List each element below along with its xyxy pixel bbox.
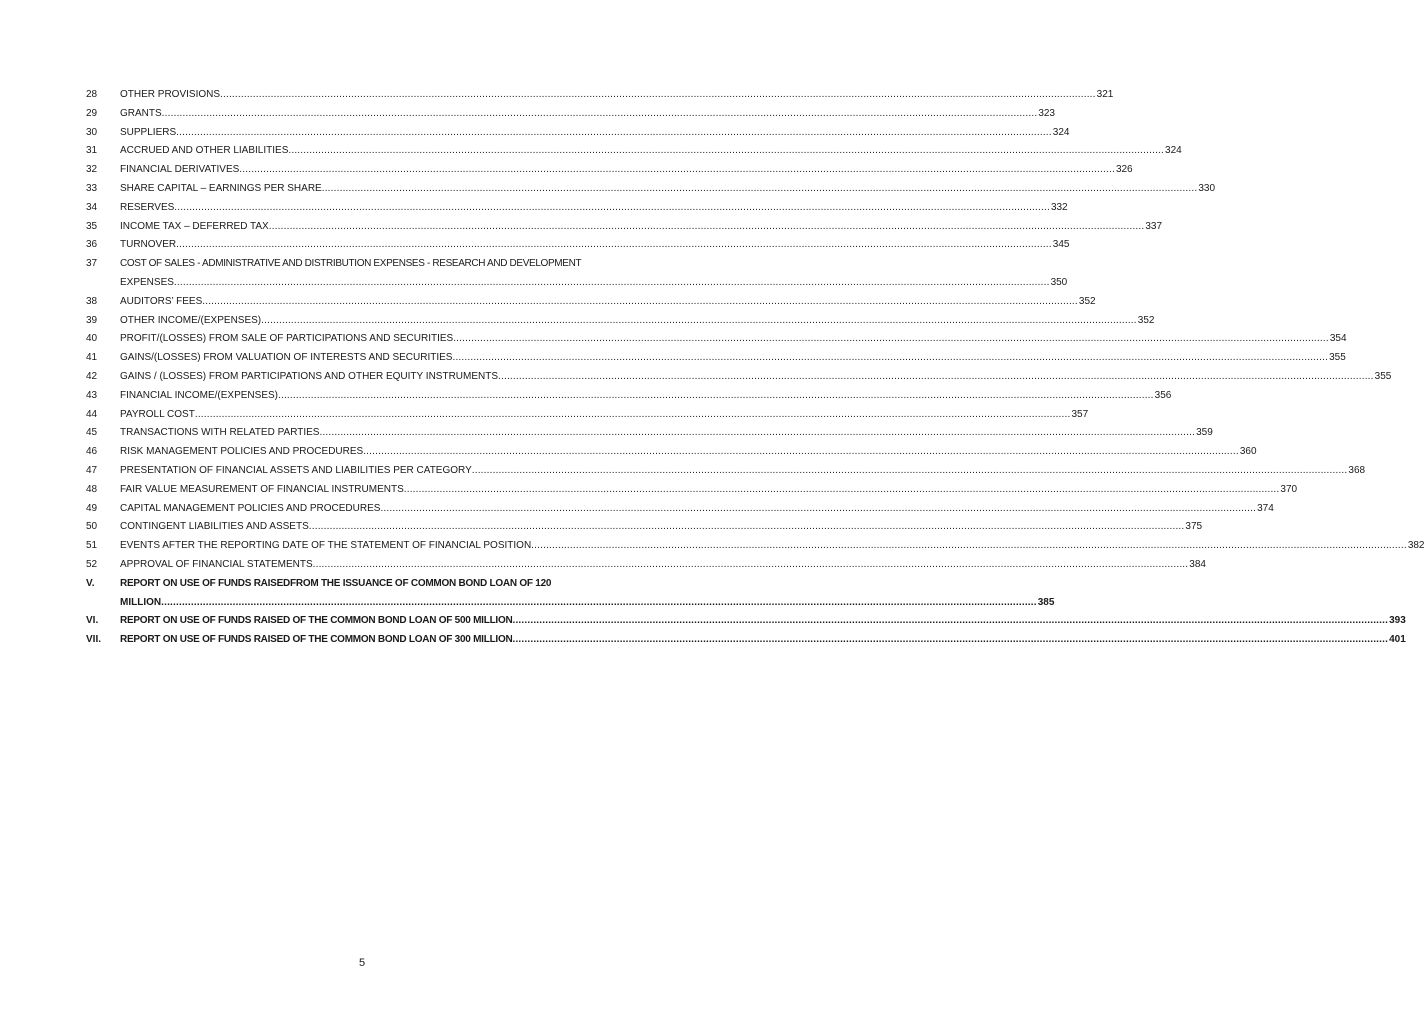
toc-number: 41 <box>86 352 98 364</box>
dot-leader <box>176 236 1052 255</box>
toc-entry-37[interactable] <box>86 255 1068 293</box>
toc-page: 355 <box>1329 352 1346 364</box>
toc-entry-28[interactable] <box>86 86 1114 105</box>
toc-page: 324 <box>1165 145 1182 157</box>
dot-leader <box>174 274 1050 293</box>
toc-title: SUPPLIERS <box>120 126 177 138</box>
dot-leader <box>453 330 1329 349</box>
toc-title: FINANCIAL INCOME/(EXPENSES) <box>120 389 278 401</box>
toc-number: 36 <box>86 239 98 251</box>
toc-page: 350 <box>1050 276 1068 288</box>
toc-page: 332 <box>1050 201 1068 213</box>
dot-leader <box>322 180 1198 199</box>
toc-title-line2: MILLION <box>120 596 162 608</box>
toc-title: SHARE CAPITAL – EARNINGS PER SHARE <box>120 182 322 194</box>
dot-leader <box>319 424 1195 443</box>
toc-entry-44[interactable] <box>86 406 1089 425</box>
dot-leader <box>309 518 1185 537</box>
toc-title: EVENTS AFTER THE REPORTING DATE OF THE STATEMENT OF FINANCIAL POSITION <box>120 540 532 552</box>
toc-page: 360 <box>1239 446 1257 458</box>
toc-entry-40[interactable] <box>86 330 1347 349</box>
toc-entry-32[interactable] <box>86 161 1133 180</box>
toc-number: 48 <box>86 483 98 495</box>
toc-number: 39 <box>86 314 98 326</box>
toc-page: 345 <box>1052 239 1070 251</box>
toc-entry-29[interactable] <box>86 105 1055 124</box>
toc-title: FINANCIAL DERIVATIVES <box>120 164 240 176</box>
toc-page: 382 <box>1407 540 1425 552</box>
dot-leader <box>162 105 1038 124</box>
toc-entry-45[interactable] <box>86 424 1213 443</box>
toc-page: 354 <box>1329 333 1347 345</box>
toc-title: GAINS / (LOSSES) FROM PARTICIPATIONS AND OTHER EQUITY INSTRUMENTS <box>120 370 499 382</box>
toc-page: 355 <box>1374 370 1392 382</box>
dot-leader <box>404 481 1280 500</box>
toc-number: 31 <box>86 145 98 157</box>
toc-title: RISK MANAGEMENT POLICIES AND PROCEDURES <box>120 446 364 458</box>
toc-title: OTHER PROVISIONS <box>120 89 221 100</box>
toc-title: REPORT ON USE OF FUNDS RAISED OF THE COMMON BOND LOAN OF 500 MILLION <box>120 615 513 627</box>
toc-number: VI. <box>86 615 99 627</box>
toc-entry-38[interactable] <box>86 293 1096 312</box>
toc-number: 30 <box>86 126 98 138</box>
dot-leader <box>195 406 1071 425</box>
dot-leader <box>363 443 1239 462</box>
toc-entry-35[interactable] <box>86 218 1163 237</box>
table-of-contents <box>86 86 1425 650</box>
toc-number: 44 <box>86 408 98 420</box>
toc-page: 401 <box>1389 634 1406 646</box>
toc-number: 37 <box>86 258 98 270</box>
toc-page: 384 <box>1189 558 1206 570</box>
toc-page: 374 <box>1257 502 1274 514</box>
toc-title: PROFIT/(LOSSES) FROM SALE OF PARTICIPATIONS AND SECURITIES <box>120 333 454 345</box>
dot-leader <box>512 612 1388 631</box>
toc-title: GAINS/(LOSSES) FROM VALUATION OF INTERESTS AND SECURITIES <box>120 352 453 364</box>
toc-title: APPROVAL OF FINANCIAL STATEMENTS <box>120 558 313 570</box>
toc-number: 47 <box>86 464 98 476</box>
toc-number: 38 <box>86 295 98 307</box>
dot-leader <box>313 556 1189 575</box>
dot-leader <box>531 537 1407 556</box>
toc-number: VII. <box>86 634 102 646</box>
toc-number: 40 <box>86 333 98 345</box>
toc-title-line2: EXPENSES <box>120 276 174 288</box>
toc-entry-43[interactable] <box>86 387 1172 406</box>
dot-leader <box>269 218 1145 237</box>
dot-leader <box>220 86 1096 105</box>
toc-entry-VI[interactable] <box>86 612 1406 631</box>
toc-entry-52[interactable] <box>86 556 1206 575</box>
toc-title <box>120 255 646 274</box>
toc-page: 385 <box>1037 596 1055 608</box>
toc-number: 46 <box>86 446 98 458</box>
toc-number: V. <box>86 577 95 589</box>
dot-leader <box>452 349 1328 368</box>
toc-number: 35 <box>86 220 98 232</box>
toc-page: 352 <box>1137 314 1155 326</box>
toc-number: 42 <box>86 370 98 382</box>
dot-leader <box>202 293 1078 312</box>
toc-title: CAPITAL MANAGEMENT POLICIES AND PROCEDURES <box>120 502 381 514</box>
toc-number: 34 <box>86 201 98 213</box>
toc-entry-48[interactable] <box>86 481 1298 500</box>
toc-entry-V[interactable] <box>86 575 1055 613</box>
dot-leader <box>498 368 1374 387</box>
toc-number: 32 <box>86 164 98 176</box>
toc-title: OTHER INCOME/(EXPENSES) <box>120 314 262 326</box>
toc-page: 356 <box>1154 389 1172 401</box>
toc-number: 52 <box>86 558 98 570</box>
toc-entry-49[interactable] <box>86 500 1274 519</box>
toc-page: 370 <box>1280 483 1298 495</box>
toc-page: 359 <box>1196 427 1213 439</box>
toc-number: 49 <box>86 502 98 514</box>
toc-entry-34[interactable] <box>86 199 1068 218</box>
toc-entry-VII[interactable] <box>86 631 1406 650</box>
toc-number: 29 <box>86 107 98 119</box>
toc-entry-30[interactable] <box>86 124 1070 143</box>
toc-title: GRANTS <box>120 107 162 119</box>
dot-leader <box>278 387 1154 406</box>
toc-entry-50[interactable] <box>86 518 1203 537</box>
toc-title: REPORT ON USE OF FUNDS RAISED OF THE COMMON BOND LOAN OF 300 MILLION <box>120 634 513 646</box>
toc-entry-31[interactable] <box>86 142 1182 161</box>
toc-entry-46[interactable] <box>86 443 1257 462</box>
dot-leader <box>472 462 1348 481</box>
toc-number: 28 <box>86 89 98 100</box>
toc-number: 50 <box>86 521 98 533</box>
toc-title: TRANSACTIONS WITH RELATED PARTIES <box>120 427 320 439</box>
toc-page: 326 <box>1115 164 1133 176</box>
toc-page: 352 <box>1078 295 1096 307</box>
toc-page: 375 <box>1185 521 1203 533</box>
dot-leader <box>239 161 1115 180</box>
page-footer-number: 5 <box>358 957 366 969</box>
toc-title: PRESENTATION OF FINANCIAL ASSETS AND LIABILITIES PER CATEGORY <box>120 464 472 476</box>
dot-leader <box>261 312 1137 331</box>
toc-entry-51[interactable] <box>86 537 1425 556</box>
toc-title: TURNOVER <box>120 239 177 251</box>
toc-title: INCOME TAX – DEFERRED TAX <box>120 220 269 232</box>
toc-title-line1: REPORT ON USE OF FUNDS RAISEDFROM THE ISSUANCE OF COMMON BOND LOAN OF 120 <box>120 577 552 589</box>
dot-leader <box>176 124 1052 143</box>
dot-leader <box>161 594 1037 613</box>
toc-title <box>120 575 646 594</box>
toc-page: 393 <box>1389 615 1406 627</box>
toc-title: RESERVES <box>120 201 175 213</box>
toc-page: 357 <box>1071 408 1089 420</box>
toc-number: 51 <box>86 540 98 552</box>
toc-page: 324 <box>1052 126 1070 138</box>
toc-number: 33 <box>86 182 98 194</box>
toc-number: 45 <box>86 427 98 439</box>
toc-page: 330 <box>1198 182 1216 194</box>
toc-title-line1: COST OF SALES - ADMINISTRATIVE AND DISTRIBUTION EXPENSES - RESEARCH AND DEVELOPMENT <box>120 258 582 270</box>
toc-title: ACCRUED AND OTHER LIABILITIES <box>120 145 289 157</box>
toc-title: AUDITORS’ FEES <box>120 295 203 307</box>
toc-entry-47[interactable] <box>86 462 1366 481</box>
toc-title: FAIR VALUE MEASUREMENT OF FINANCIAL INSTRUMENTS <box>120 483 404 495</box>
toc-page: 368 <box>1348 464 1366 476</box>
toc-page: 321 <box>1096 89 1114 100</box>
dot-leader <box>512 631 1388 650</box>
dot-leader <box>174 199 1050 218</box>
toc-page: 323 <box>1038 107 1055 119</box>
toc-title: PAYROLL COST <box>120 408 195 420</box>
toc-title: CONTINGENT LIABILITIES AND ASSETS <box>120 521 309 533</box>
dot-leader <box>380 500 1256 519</box>
toc-number: 43 <box>86 389 98 401</box>
toc-entry-41[interactable] <box>86 349 1346 368</box>
toc-entry-36[interactable] <box>86 236 1070 255</box>
toc-entry-42[interactable] <box>86 368 1392 387</box>
toc-page: 337 <box>1145 220 1163 232</box>
dot-leader <box>288 142 1164 161</box>
toc-entry-33[interactable] <box>86 180 1216 199</box>
toc-entry-39[interactable] <box>86 312 1155 331</box>
